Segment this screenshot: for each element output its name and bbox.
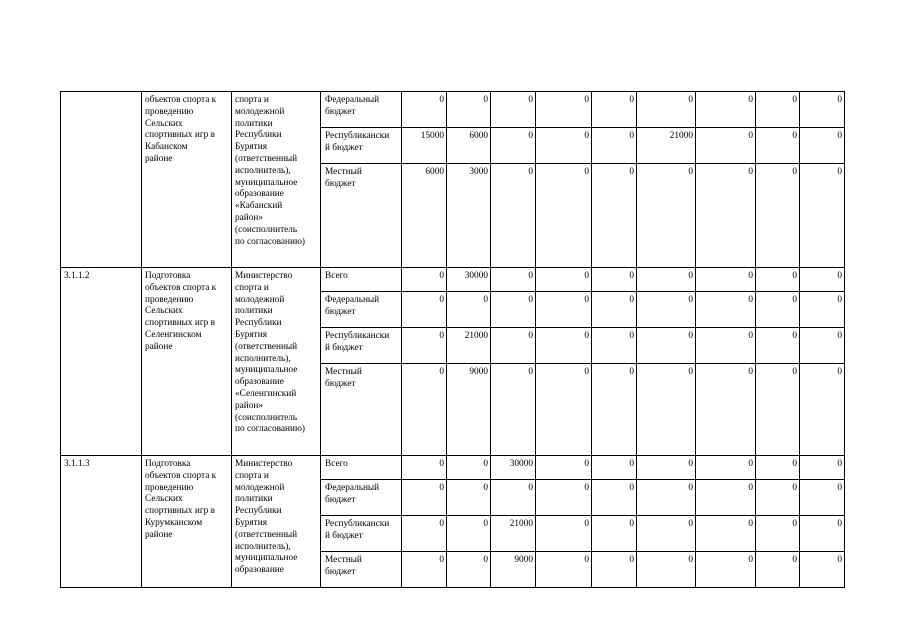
amount-cell: 21000 xyxy=(637,128,696,164)
amount-cell: 0 xyxy=(592,128,637,164)
funding-source: Федеральный бюджет xyxy=(321,480,402,516)
amount-cell: 0 xyxy=(447,292,491,328)
amount-cell: 0 xyxy=(592,164,637,268)
funding-source: Местный бюджет xyxy=(321,364,402,456)
amount-cell: 0 xyxy=(800,456,845,480)
amount-cell: 0 xyxy=(637,480,696,516)
amount-cell: 0 xyxy=(536,292,592,328)
amount-cell: 21000 xyxy=(447,328,491,364)
amount-cell: 0 xyxy=(592,364,637,456)
amount-cell: 0 xyxy=(402,268,447,292)
amount-cell: 0 xyxy=(402,480,447,516)
amount-cell: 0 xyxy=(402,516,447,552)
amount-cell: 6000 xyxy=(447,128,491,164)
amount-cell: 0 xyxy=(696,128,756,164)
amount-cell: 0 xyxy=(592,480,637,516)
amount-cell: 0 xyxy=(800,128,845,164)
amount-cell: 0 xyxy=(800,268,845,292)
amount-cell: 0 xyxy=(637,268,696,292)
amount-cell: 0 xyxy=(536,516,592,552)
funding-source: Всего xyxy=(321,268,402,292)
amount-cell: 0 xyxy=(637,92,696,128)
amount-cell: 30000 xyxy=(447,268,491,292)
funding-source: Федеральный бюджет xyxy=(321,92,402,128)
funding-source: Всего xyxy=(321,456,402,480)
amount-cell: 0 xyxy=(536,552,592,588)
amount-cell: 0 xyxy=(756,92,800,128)
amount-cell: 0 xyxy=(592,292,637,328)
amount-cell: 0 xyxy=(800,328,845,364)
amount-cell: 0 xyxy=(402,292,447,328)
amount-cell: 0 xyxy=(696,456,756,480)
item-executor: Министерство спорта и молодежной политики Республики Бурятия (ответственный исполнитель), муниципальное образование xyxy=(232,456,321,588)
amount-cell: 21000 xyxy=(491,516,536,552)
amount-cell: 0 xyxy=(491,128,536,164)
amount-cell: 0 xyxy=(756,480,800,516)
amount-cell: 0 xyxy=(696,292,756,328)
amount-cell: 0 xyxy=(696,480,756,516)
amount-cell: 0 xyxy=(402,92,447,128)
table-row xyxy=(61,92,845,128)
amount-cell: 0 xyxy=(756,552,800,588)
funding-source: Федеральный бюджет xyxy=(321,292,402,328)
amount-cell: 0 xyxy=(756,364,800,456)
funding-source: Республикански й бюджет xyxy=(321,128,402,164)
amount-cell: 0 xyxy=(696,364,756,456)
item-executor: Министерство спорта и молодежной политики Республики Бурятия (ответственный исполнитель), муниципальное образование «Селенгинский район» (соисполнитель по согласованию) xyxy=(232,268,321,456)
amount-cell: 0 xyxy=(756,164,800,268)
amount-cell: 0 xyxy=(536,364,592,456)
amount-cell: 0 xyxy=(592,516,637,552)
amount-cell: 0 xyxy=(637,364,696,456)
amount-cell: 0 xyxy=(402,364,447,456)
amount-cell: 0 xyxy=(491,164,536,268)
amount-cell: 15000 xyxy=(402,128,447,164)
amount-cell: 0 xyxy=(491,268,536,292)
amount-cell: 0 xyxy=(696,328,756,364)
amount-cell: 0 xyxy=(800,480,845,516)
amount-cell: 0 xyxy=(536,92,592,128)
amount-cell: 0 xyxy=(696,552,756,588)
amount-cell: 0 xyxy=(536,480,592,516)
item-code: 3.1.1.2 xyxy=(61,268,142,456)
amount-cell: 0 xyxy=(800,364,845,456)
amount-cell: 0 xyxy=(536,456,592,480)
amount-cell: 0 xyxy=(592,92,637,128)
amount-cell: 0 xyxy=(491,292,536,328)
amount-cell: 0 xyxy=(536,328,592,364)
amount-cell: 9000 xyxy=(491,552,536,588)
amount-cell: 0 xyxy=(592,456,637,480)
amount-cell: 30000 xyxy=(491,456,536,480)
amount-cell: 0 xyxy=(800,516,845,552)
amount-cell: 0 xyxy=(756,328,800,364)
amount-cell: 0 xyxy=(800,92,845,128)
amount-cell: 0 xyxy=(447,552,491,588)
amount-cell: 0 xyxy=(800,292,845,328)
amount-cell: 0 xyxy=(756,516,800,552)
amount-cell: 0 xyxy=(536,268,592,292)
amount-cell: 6000 xyxy=(402,164,447,268)
amount-cell: 0 xyxy=(696,268,756,292)
budget-table xyxy=(60,91,845,588)
funding-source: Республикански й бюджет xyxy=(321,328,402,364)
table-row xyxy=(61,268,845,292)
amount-cell: 0 xyxy=(696,92,756,128)
amount-cell: 0 xyxy=(402,552,447,588)
item-name: Подготовка объектов спорта к проведению Сельских спортивных игр в Селенгинском районе xyxy=(142,268,232,456)
amount-cell: 0 xyxy=(536,128,592,164)
item-executor: спорта и молодежной политики Республики Бурятия (ответственный исполнитель), муниципальное образование «Кабанский район» (соисполнитель по согласованию) xyxy=(232,92,321,268)
amount-cell: 0 xyxy=(800,164,845,268)
amount-cell: 0 xyxy=(637,164,696,268)
amount-cell: 0 xyxy=(696,164,756,268)
amount-cell: 0 xyxy=(637,328,696,364)
amount-cell: 0 xyxy=(536,164,592,268)
amount-cell: 0 xyxy=(637,292,696,328)
item-name: Подготовка объектов спорта к проведению Сельских спортивных игр в Курумканском районе xyxy=(142,456,232,588)
amount-cell: 0 xyxy=(447,516,491,552)
amount-cell: 0 xyxy=(447,480,491,516)
amount-cell: 0 xyxy=(696,516,756,552)
funding-source: Местный бюджет xyxy=(321,164,402,268)
amount-cell: 0 xyxy=(402,456,447,480)
amount-cell: 0 xyxy=(756,268,800,292)
amount-cell: 3000 xyxy=(447,164,491,268)
amount-cell: 0 xyxy=(756,292,800,328)
item-name: объектов спорта к проведению Сельских спортивных игр в Кабанском районе xyxy=(142,92,232,268)
amount-cell: 0 xyxy=(637,456,696,480)
item-code xyxy=(61,92,142,268)
item-code: 3.1.1.3 xyxy=(61,456,142,588)
amount-cell: 0 xyxy=(491,480,536,516)
amount-cell: 0 xyxy=(800,552,845,588)
table-row xyxy=(61,456,845,480)
amount-cell: 0 xyxy=(756,128,800,164)
amount-cell: 0 xyxy=(637,516,696,552)
amount-cell: 0 xyxy=(402,328,447,364)
funding-source: Республикански й бюджет xyxy=(321,516,402,552)
amount-cell: 0 xyxy=(637,552,696,588)
amount-cell: 0 xyxy=(491,92,536,128)
amount-cell: 0 xyxy=(447,92,491,128)
amount-cell: 9000 xyxy=(447,364,491,456)
amount-cell: 0 xyxy=(592,328,637,364)
funding-source: Местный бюджет xyxy=(321,552,402,588)
amount-cell: 0 xyxy=(491,364,536,456)
amount-cell: 0 xyxy=(447,456,491,480)
amount-cell: 0 xyxy=(756,456,800,480)
amount-cell: 0 xyxy=(592,268,637,292)
amount-cell: 0 xyxy=(491,328,536,364)
amount-cell: 0 xyxy=(592,552,637,588)
